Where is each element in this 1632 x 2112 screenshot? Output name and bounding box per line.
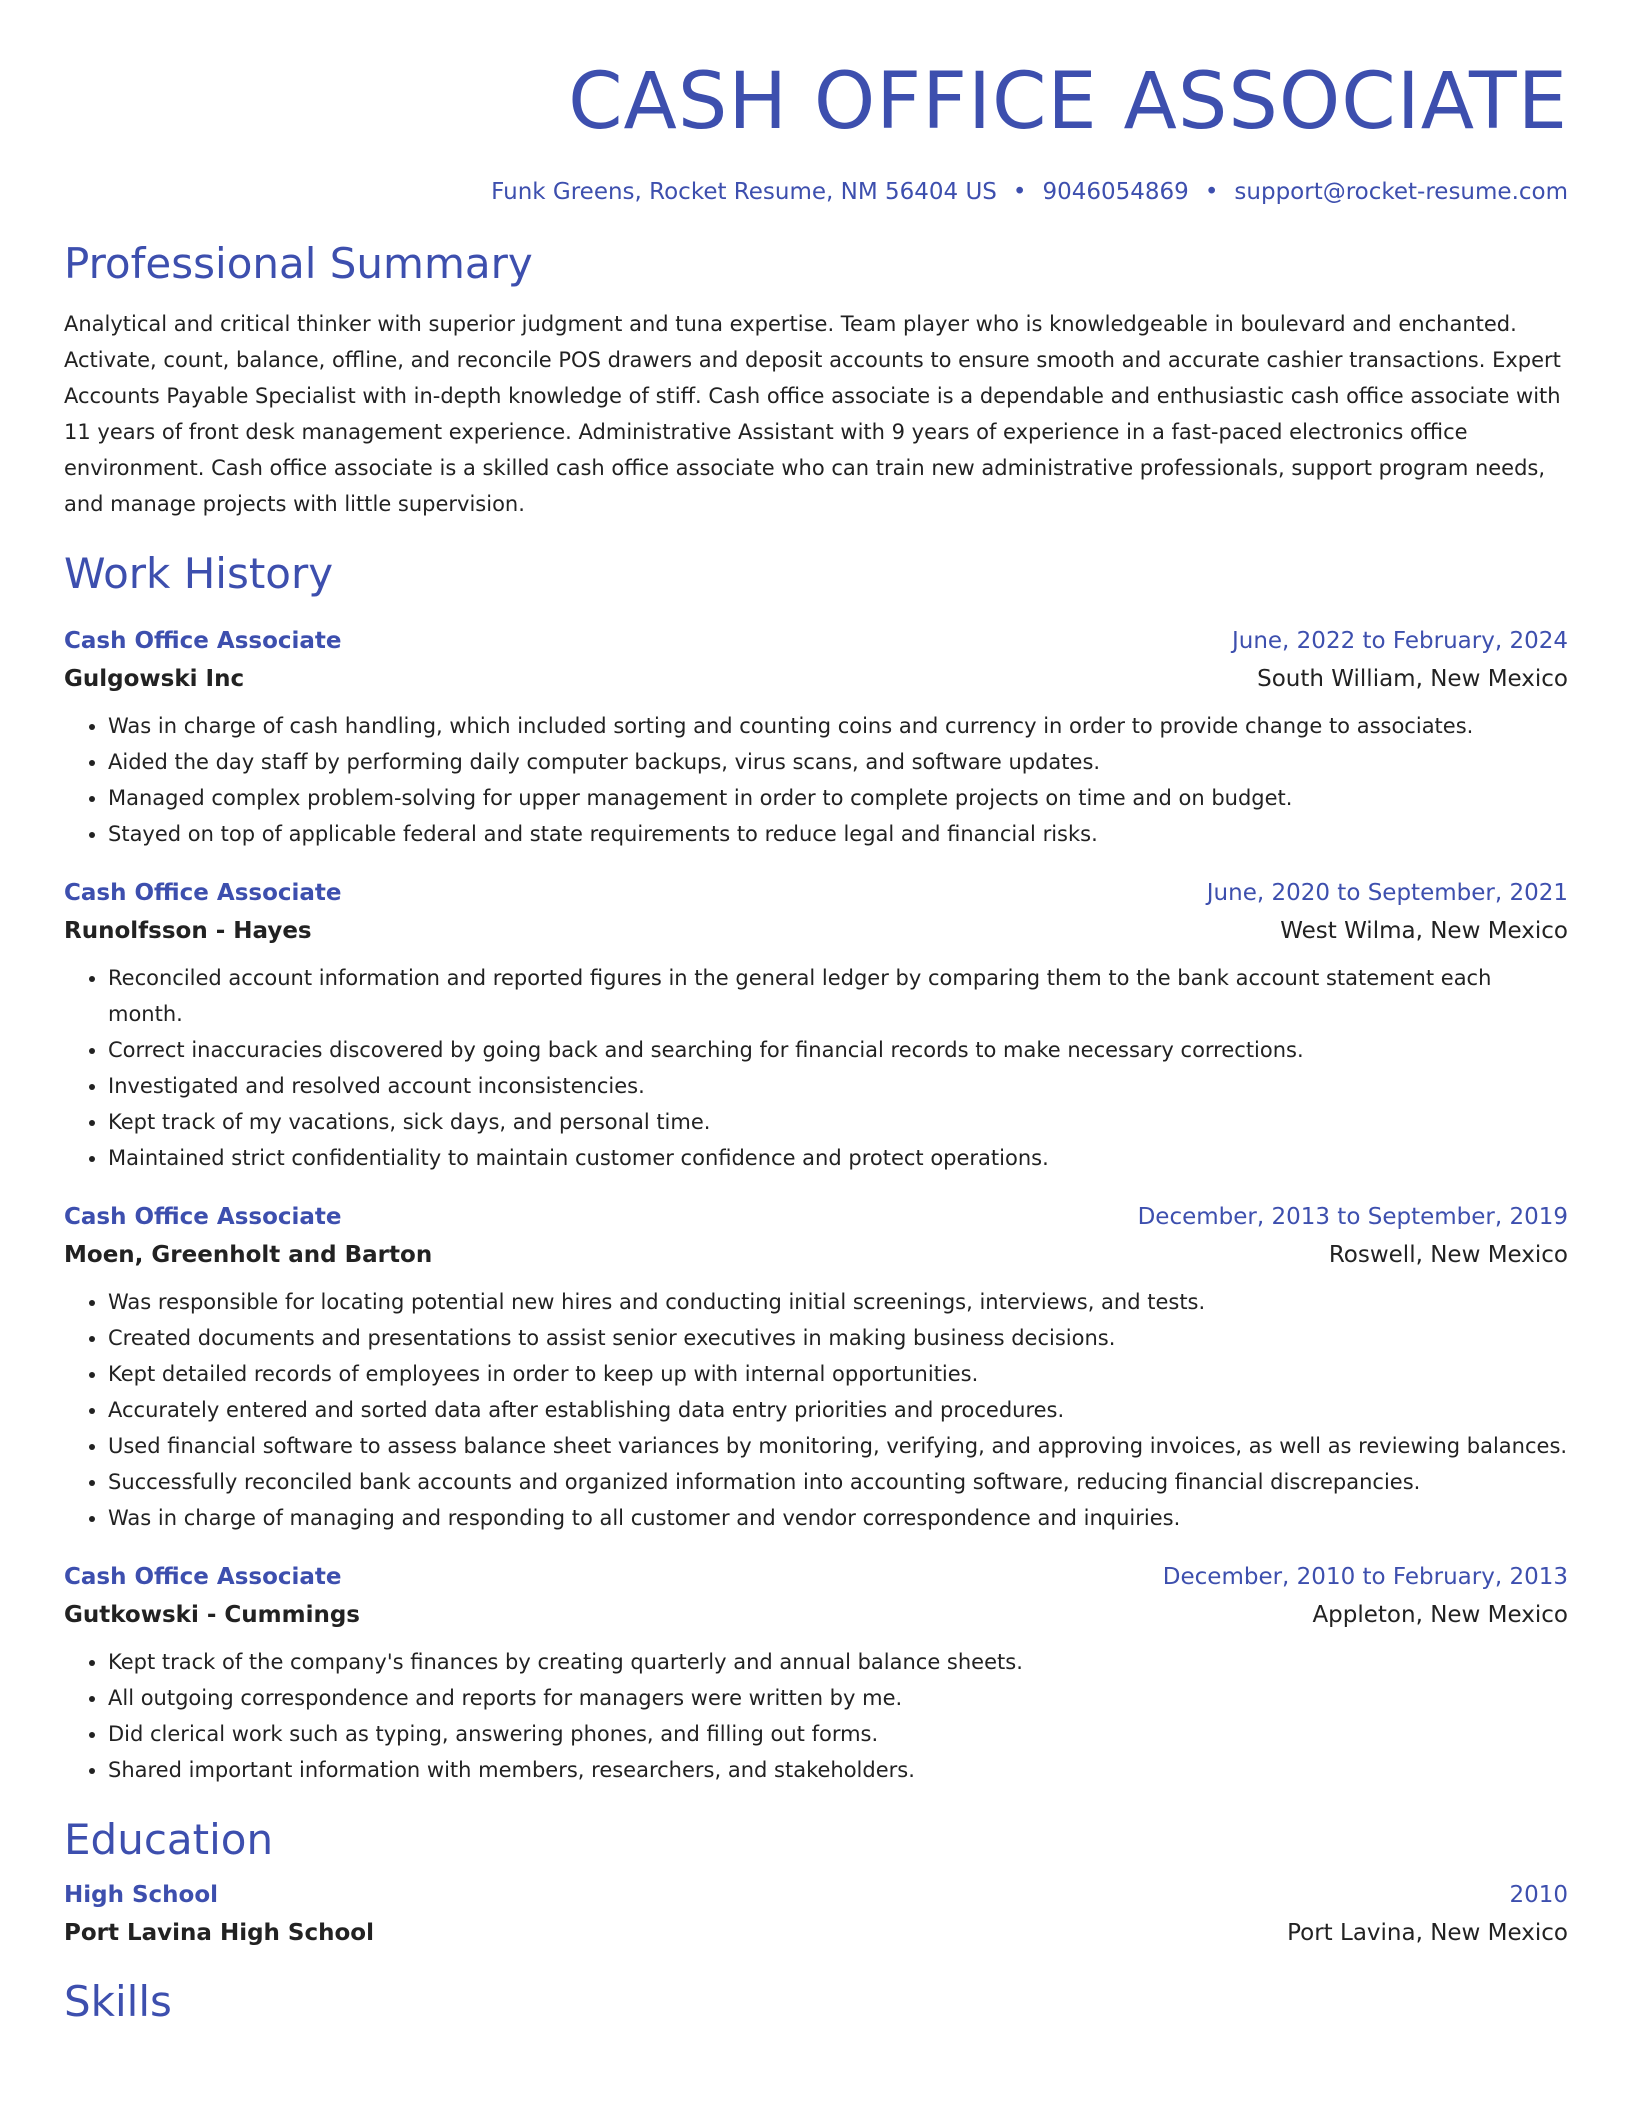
resume-name: CASH OFFICE ASSOCIATE	[568, 57, 1568, 147]
job-title: Cash Office Associate	[64, 1204, 342, 1230]
job-company: Gulgowski Inc	[64, 666, 245, 692]
contact-separator: •	[1204, 179, 1219, 205]
summary-heading: Professional Summary	[64, 239, 533, 288]
job-location: Appleton, New Mexico	[1312, 1602, 1568, 1628]
job-entry	[64, 874, 1568, 1176]
job-bullet: • Investigated and resolved account inconsistencies.	[108, 1068, 1568, 1104]
job-bullets	[64, 1644, 1568, 1788]
job-dates: December, 2013 to September, 2019	[1137, 1204, 1568, 1230]
job-bullet: • Maintained strict confidentiality to maintain customer confidence and protect operations.	[108, 1140, 1568, 1176]
contact-line	[64, 176, 1568, 208]
job-bullet: • Was in charge of cash handling, which included sorting and counting coins and currency in order to provide change to associates.	[108, 708, 1568, 744]
job-company: Runolfsson - Hayes	[64, 918, 312, 944]
job-bullet: • Aided the day staff by performing daily computer backups, virus scans, and software updates.	[108, 744, 1568, 780]
contact-email: support@rocket-resume.com	[1234, 179, 1568, 205]
job-bullet: • Successfully reconciled bank accounts and organized information into accounting software, reducing financial discrepancies.	[108, 1464, 1568, 1500]
job-entry	[64, 1198, 1568, 1536]
job-company: Gutkowski - Cummings	[64, 1602, 361, 1628]
job-bullet: • Was responsible for locating potential new hires and conducting initial screenings, interviews, and tests.	[108, 1284, 1568, 1320]
education-degree: High School	[64, 1882, 219, 1908]
job-bullet: • Correct inaccuracies discovered by going back and searching for financial records to make necessary corrections.	[108, 1032, 1568, 1068]
job-bullet: • Kept track of my vacations, sick days, and personal time.	[108, 1104, 1568, 1140]
job-bullets	[64, 1284, 1568, 1536]
job-entry	[64, 1558, 1568, 1788]
job-bullet: • Kept detailed records of employees in order to keep up with internal opportunities.	[108, 1356, 1568, 1392]
resume-header	[64, 0, 1568, 208]
skills-heading: Skills	[64, 1977, 172, 2026]
education-entry	[64, 1876, 1568, 1952]
summary-text: Analytical and critical thinker with superior judgment and tuna expertise. Team player who is knowledgeable in boulevard and enchanted. Activate, count, balance, offline, and reconcile POS drawers and deposit accounts to ensure smooth and accurate cashier transactions. Expert Accounts Payable Specialist with in-depth knowledge of stiff. Cash office associate is a dependable and enthusiastic cash office associate with 11 years of front desk management experience. Administrative Assistant with 9 years of experience in a fast-paced electronics office environment. Cash office associate is a skilled cash office associate who can train new administrative professionals, support program needs, and manage projects with little supervision.	[64, 312, 1561, 516]
job-bullet: • Managed complex problem-solving for upper management in order to complete projects on time and on budget.	[108, 780, 1568, 816]
education-heading: Education	[64, 1815, 274, 1864]
job-bullet: • Kept track of the company's finances by creating quarterly and annual balance sheets.	[108, 1644, 1568, 1680]
job-location: Roswell, New Mexico	[1328, 1242, 1568, 1268]
job-company: Moen, Greenholt and Barton	[64, 1242, 433, 1268]
skills-section	[64, 1976, 1568, 2028]
job-bullet: • Shared important information with members, researchers, and stakeholders.	[108, 1752, 1568, 1788]
education-school: Port Lavina High School	[64, 1920, 374, 1946]
job-bullet: • Stayed on top of applicable federal and state requirements to reduce legal and financial risks.	[108, 816, 1568, 852]
job-title: Cash Office Associate	[64, 1564, 342, 1590]
job-bullet: • Did clerical work such as typing, answering phones, and filling out forms.	[108, 1716, 1568, 1752]
job-bullet: • All outgoing correspondence and reports for managers were written by me.	[108, 1680, 1568, 1716]
job-location: West Wilma, New Mexico	[1280, 918, 1568, 944]
job-bullet: • Reconciled account information and reported figures in the general ledger by comparing them to the bank account statement each month.	[108, 960, 1568, 1032]
job-title: Cash Office Associate	[64, 628, 342, 654]
job-entry	[64, 622, 1568, 852]
contact-separator: •	[1012, 179, 1027, 205]
job-dates: June, 2020 to September, 2021	[1206, 880, 1568, 906]
job-location: South William, New Mexico	[1257, 666, 1568, 692]
education-year: 2010	[1509, 1882, 1568, 1908]
summary-section	[64, 238, 1568, 522]
job-bullets	[64, 960, 1568, 1176]
job-dates: December, 2010 to February, 2013	[1162, 1564, 1568, 1590]
contact-phone: 9046054869	[1042, 179, 1189, 205]
job-bullet: • Created documents and presentations to assist senior executives in making business decisions.	[108, 1320, 1568, 1356]
job-bullet: • Was in charge of managing and responding to all customer and vendor correspondence and inquiries.	[108, 1500, 1568, 1536]
job-bullets	[64, 708, 1568, 852]
job-title: Cash Office Associate	[64, 880, 342, 906]
job-bullet: • Accurately entered and sorted data after establishing data entry priorities and procedures.	[108, 1392, 1568, 1428]
education-section	[64, 1814, 1568, 1952]
job-bullet: • Used financial software to assess balance sheet variances by monitoring, verifying, and approving invoices, as well as reviewing balances.	[108, 1428, 1568, 1464]
job-dates: June, 2022 to February, 2024	[1231, 628, 1568, 654]
contact-address: Funk Greens, Rocket Resume, NM 56404 US	[491, 179, 997, 205]
work-history-heading: Work History	[64, 549, 334, 598]
work-history-section	[64, 548, 1568, 1788]
education-location: Port Lavina, New Mexico	[1287, 1920, 1568, 1946]
